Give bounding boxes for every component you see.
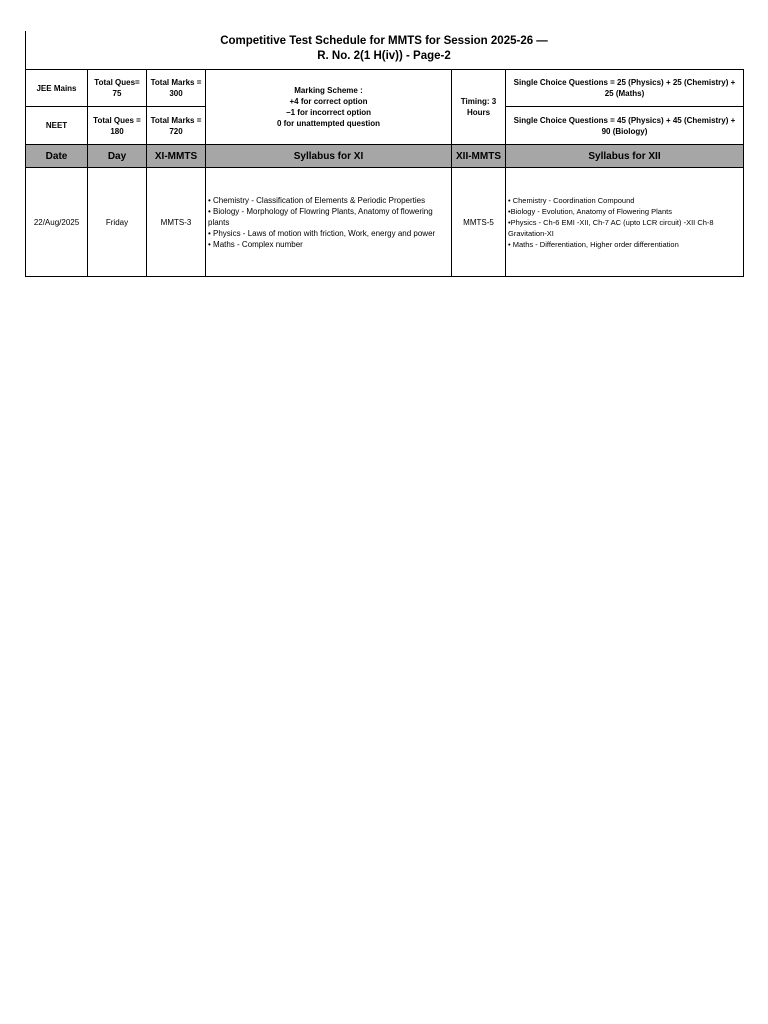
syllabus-xii-item: • Chemistry - Coordination Compound [508,195,635,205]
header-date: Date [26,145,88,168]
syllabus-xii-item: •Physics - Ch-6 EMI -XII, Ch-7 AC (upto LCR circuit) -XII Ch-8 Gravitation-XI [508,217,714,238]
marking-unattempted: 0 for unattempted question [276,119,381,128]
marking-correct: +4 for correct option [289,97,368,106]
title-line-1: Competitive Test Schedule for MMTS for Session 2025-26 — [220,35,548,47]
syllabus-xii-item: •Biology - Evolution, Anatomy of Flowering Plants [508,206,672,216]
jee-question-pattern: Single Choice Questions = 25 (Physics) + 25 (Chemistry) + 25 (Maths) [506,70,744,107]
row-xi-mmts: MMTS-3 [147,168,206,277]
marking-incorrect: −1 for incorrect option [285,108,372,117]
row-syllabus-xii [506,168,744,277]
jee-total-marks: Total Marks = 300 [147,70,206,107]
marking-scheme [206,70,452,145]
schedule-sheet [25,31,743,278]
timing: Timing: 3 Hours [452,70,506,145]
exam-jee-mains: JEE Mains [26,70,88,107]
neet-total-questions: Total Ques = 180 [88,107,147,145]
neet-total-marks: Total Marks = 720 [147,107,206,145]
marking-scheme-title: Marking Scheme : [294,86,363,95]
row-date: 22/Aug/2025 [26,168,88,277]
jee-row [26,70,744,107]
header-syllabus-xii: Syllabus for XII [506,145,744,168]
syllabus-xii-item: • Maths - Differentiation, Higher order differentiation [508,239,679,249]
page-title [25,34,743,64]
header-day: Day [88,145,147,168]
table-header-row [26,145,744,168]
row-day: Friday [88,168,147,277]
header-xii-mmts: XII-MMTS [452,145,506,168]
jee-total-questions: Total Ques= 75 [88,70,147,107]
syllabus-xi-item: • Physics - Laws of motion with friction, Work, energy and power [208,228,436,238]
row-xii-mmts: MMTS-5 [452,168,506,277]
exam-neet: NEET [26,107,88,145]
table-row [26,168,744,277]
header-xi-mmts: XI-MMTS [147,145,206,168]
title-line-2: R. No. 2(1 H(iv)) - Page-2 [317,50,451,62]
syllabus-xi-item: • Chemistry - Classification of Elements & Periodic Properties [208,195,426,205]
syllabus-xi-item: • Maths - Complex number [208,239,303,249]
syllabus-xi-item: • Biology - Morphology of Flowring Plants, Anatomy of flowering plants [208,206,433,227]
neet-question-pattern: Single Choice Questions = 45 (Physics) + 45 (Chemistry) + 90 (Biology) [506,107,744,145]
row-syllabus-xi [206,168,452,277]
header-syllabus-xi: Syllabus for XI [206,145,452,168]
schedule-table [25,69,744,277]
